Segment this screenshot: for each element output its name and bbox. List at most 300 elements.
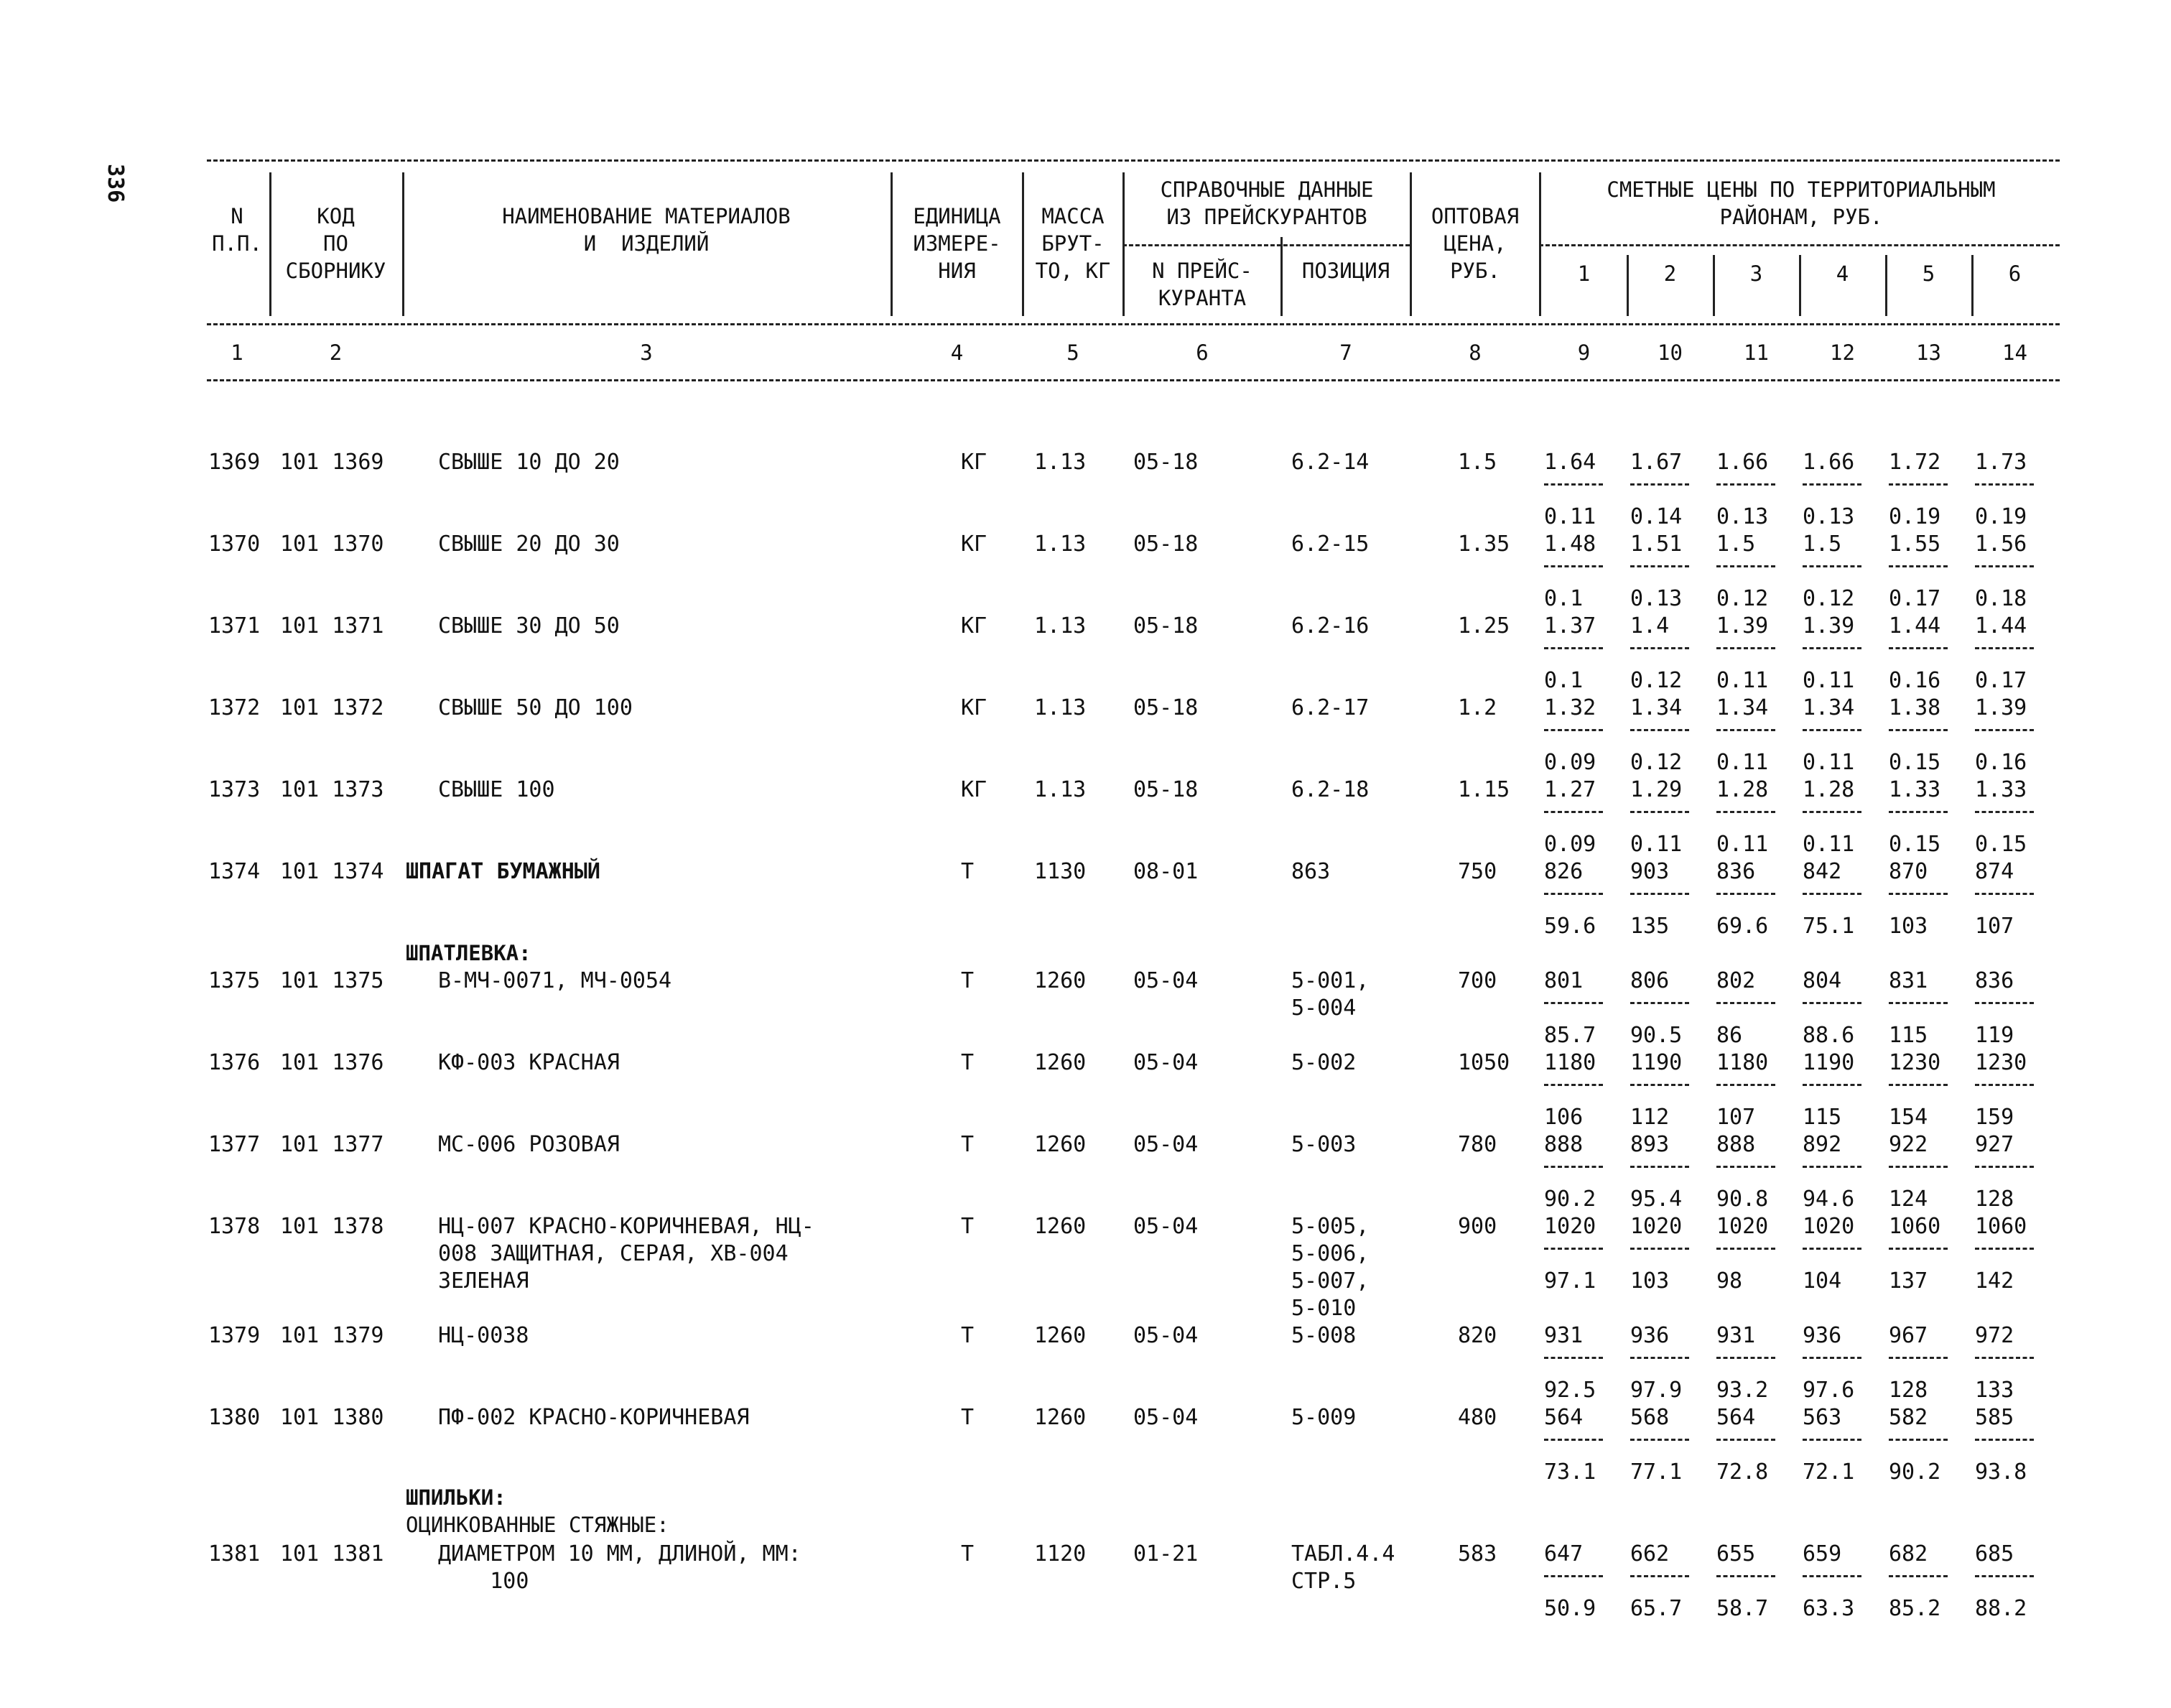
row-mass: 1260 <box>1034 1405 1087 1430</box>
transport-cost: 137 <box>1889 1268 1928 1294</box>
estimate-price: 1.38 <box>1889 695 1941 720</box>
row-code: 101 1379 <box>280 1323 384 1348</box>
fraction-bar <box>1544 1166 1603 1168</box>
transport-cost: 0.15 <box>1889 832 1941 857</box>
fraction-bar <box>1889 1439 1948 1441</box>
row-pricelist: 05-18 <box>1133 613 1199 639</box>
row-mass: 1260 <box>1034 1132 1087 1157</box>
row-number: 1374 <box>208 859 261 884</box>
estimate-price: 892 <box>1803 1132 1842 1157</box>
row-pricelist: 05-04 <box>1133 1405 1199 1430</box>
estimate-price: 662 <box>1630 1541 1670 1567</box>
row-pricelist: 05-18 <box>1133 532 1199 557</box>
row-mass: 1.13 <box>1034 532 1087 557</box>
estimate-price: 1.5 <box>1716 532 1756 557</box>
fraction-bar <box>1975 811 2034 813</box>
estimate-price: 1.34 <box>1803 695 1855 720</box>
subsection-heading-ocinkovannye: ОЦИНКОВАННЫЕ СТЯЖНЫЕ: <box>406 1513 669 1537</box>
page-number: 336 <box>103 164 128 203</box>
fraction-bar <box>1544 565 1603 567</box>
fraction-bar <box>1716 565 1775 567</box>
fraction-bar <box>1544 647 1603 649</box>
fraction-bar <box>1975 565 2034 567</box>
estimate-price: 1.39 <box>1716 613 1769 639</box>
transport-cost: 93.2 <box>1716 1378 1769 1403</box>
row-wholesale-price: 1.5 <box>1458 450 1497 475</box>
transport-cost: 0.1 <box>1544 586 1584 611</box>
estimate-price: 1020 <box>1630 1214 1683 1239</box>
header-separator <box>1022 172 1024 316</box>
row-unit: КГ <box>961 613 987 639</box>
estimate-price: 836 <box>1975 968 2014 993</box>
fraction-bar <box>1975 1166 2034 1168</box>
estimate-price: 1.73 <box>1975 450 2027 475</box>
estimate-price: 888 <box>1544 1132 1584 1157</box>
column-number: 14 <box>2002 340 2027 365</box>
row-code: 101 1378 <box>280 1214 384 1239</box>
fraction-bar <box>1889 893 1948 895</box>
header-col-4: ЕДИНИЦА ИЗМЕРЕ- НИЯ <box>913 204 1001 283</box>
estimate-price: 967 <box>1889 1323 1928 1348</box>
fraction-bar <box>1544 893 1603 895</box>
transport-cost: 97.1 <box>1544 1268 1596 1294</box>
estimate-price: 831 <box>1889 968 1928 993</box>
header-estimate-group: СМЕТНЫЕ ЦЕНЫ ПО ТЕРРИТОРИАЛЬНЫМ РАЙОНАМ, РУБ. <box>1607 177 1996 229</box>
transport-cost: 115 <box>1889 1023 1928 1048</box>
column-number: 2 <box>329 340 343 365</box>
fraction-bar <box>1803 811 1861 813</box>
transport-cost: 107 <box>1716 1105 1756 1130</box>
header-separator <box>891 172 893 316</box>
transport-cost: 72.1 <box>1803 1459 1855 1485</box>
estimate-price: 1.29 <box>1630 777 1683 802</box>
row-name: СВЫШЕ 20 ДО 30 <box>438 532 620 557</box>
header-separator <box>1410 172 1412 316</box>
transport-cost: 154 <box>1889 1105 1928 1130</box>
transport-cost: 90.2 <box>1889 1459 1941 1485</box>
estimate-price: 563 <box>1803 1405 1842 1430</box>
row-number: 1370 <box>208 532 261 557</box>
row-wholesale-price: 1.15 <box>1458 777 1510 802</box>
transport-cost: 92.5 <box>1544 1378 1596 1403</box>
transport-cost: 85.7 <box>1544 1023 1596 1048</box>
estimate-price: 1.67 <box>1630 450 1683 475</box>
estimate-price: 682 <box>1889 1541 1928 1567</box>
estimate-price: 1.5 <box>1803 532 1842 557</box>
transport-cost: 0.1 <box>1544 668 1584 693</box>
row-wholesale-price: 1.25 <box>1458 613 1510 639</box>
row-code: 101 1371 <box>280 613 384 639</box>
fraction-bar <box>1544 811 1603 813</box>
transport-cost: 63.3 <box>1803 1596 1855 1621</box>
estimate-price: 927 <box>1975 1132 2014 1157</box>
fraction-bar <box>1630 729 1689 731</box>
row-unit: КГ <box>961 695 987 720</box>
estimate-price: 922 <box>1889 1132 1928 1157</box>
row-wholesale-price: 480 <box>1458 1405 1497 1430</box>
transport-cost: 112 <box>1630 1105 1670 1130</box>
transport-cost: 65.7 <box>1630 1596 1683 1621</box>
fraction-bar <box>1803 1084 1861 1086</box>
section-heading-shpilki: ШПИЛЬКИ: <box>406 1485 506 1510</box>
header-col-3: НАИМЕНОВАНИЕ МАТЕРИАЛОВ И ИЗДЕЛИЙ <box>502 204 791 256</box>
row-name: ПФ-002 КРАСНО-КОРИЧНЕВАЯ <box>438 1405 750 1430</box>
row-mass: 1.13 <box>1034 777 1087 802</box>
transport-cost: 0.12 <box>1630 750 1683 775</box>
fraction-bar <box>1803 1002 1861 1004</box>
transport-cost: 93.8 <box>1975 1459 2027 1485</box>
row-wholesale-price: 1.2 <box>1458 695 1497 720</box>
estimate-price: 874 <box>1975 859 2014 884</box>
estimate-price: 1.51 <box>1630 532 1683 557</box>
row-unit: Т <box>961 1132 975 1157</box>
estimate-price: 1180 <box>1544 1050 1596 1075</box>
header-separator <box>269 172 271 316</box>
row-code: 101 1380 <box>280 1405 384 1430</box>
transport-cost: 0.16 <box>1975 750 2027 775</box>
row-position: 5-008 <box>1291 1323 1357 1348</box>
transport-cost: 90.2 <box>1544 1187 1596 1212</box>
row-code: 101 1372 <box>280 695 384 720</box>
fraction-bar <box>1630 565 1689 567</box>
estimate-price: 931 <box>1716 1323 1756 1348</box>
row-unit: Т <box>961 1541 975 1567</box>
transport-cost: 72.8 <box>1716 1459 1769 1485</box>
transport-cost: 0.14 <box>1630 504 1683 529</box>
header-region: 5 <box>1922 261 1935 286</box>
estimate-price: 1020 <box>1544 1214 1596 1239</box>
estimate-price: 1060 <box>1975 1214 2027 1239</box>
row-number: 1371 <box>208 613 261 639</box>
fraction-bar <box>1716 1002 1775 1004</box>
estimate-price: 1.55 <box>1889 532 1941 557</box>
row-code: 101 1369 <box>280 450 384 475</box>
row-wholesale-price: 700 <box>1458 968 1497 993</box>
transport-cost: 97.6 <box>1803 1378 1855 1403</box>
estimate-price: 1.66 <box>1716 450 1769 475</box>
header-region: 3 <box>1749 261 1763 286</box>
row-unit: КГ <box>961 450 987 475</box>
transport-cost: 106 <box>1544 1105 1584 1130</box>
row-wholesale-price: 1.35 <box>1458 532 1510 557</box>
estimate-price: 1.44 <box>1975 613 2027 639</box>
transport-cost: 0.17 <box>1889 586 1941 611</box>
row-code: 101 1373 <box>280 777 384 802</box>
transport-cost: 0.11 <box>1803 750 1855 775</box>
row-position: 5-001, 5-004 <box>1291 968 1370 1021</box>
fraction-bar <box>1544 1439 1603 1441</box>
estimate-price: 655 <box>1716 1541 1756 1567</box>
transport-cost: 75.1 <box>1803 914 1855 939</box>
row-wholesale-price: 820 <box>1458 1323 1497 1348</box>
transport-cost: 0.16 <box>1889 668 1941 693</box>
row-position: 6.2-15 <box>1291 532 1370 557</box>
column-number: 13 <box>1916 340 1941 365</box>
transport-cost: 98 <box>1716 1268 1743 1294</box>
header-col-5: МАССА БРУТ- ТО, КГ <box>1035 204 1111 283</box>
row-name: ШПАГАТ БУМАЖНЫЙ <box>406 859 600 884</box>
row-pricelist: 05-04 <box>1133 1214 1199 1239</box>
fraction-bar <box>1803 565 1861 567</box>
transport-cost: 0.19 <box>1975 504 2027 529</box>
fraction-bar <box>1803 483 1861 486</box>
row-pricelist: 08-01 <box>1133 859 1199 884</box>
fraction-bar <box>1803 893 1861 895</box>
transport-cost: 0.12 <box>1803 586 1855 611</box>
column-number: 9 <box>1577 340 1591 365</box>
transport-cost: 0.11 <box>1716 832 1769 857</box>
fraction-bar <box>1975 893 2034 895</box>
estimate-price: 1.66 <box>1803 450 1855 475</box>
fraction-bar <box>1889 729 1948 731</box>
estimate-price: 1.34 <box>1630 695 1683 720</box>
estimate-price: 564 <box>1544 1405 1584 1430</box>
estimate-price: 582 <box>1889 1405 1928 1430</box>
header-col-1: N П.П. <box>212 204 262 256</box>
fraction-bar <box>1889 811 1948 813</box>
fraction-bar <box>1889 565 1948 567</box>
transport-cost: 0.11 <box>1803 832 1855 857</box>
transport-cost: 142 <box>1975 1268 2014 1294</box>
estimate-price: 1.28 <box>1803 777 1855 802</box>
transport-cost: 124 <box>1889 1187 1928 1212</box>
row-number: 1380 <box>208 1405 261 1430</box>
fraction-bar <box>1889 1248 1948 1250</box>
row-code: 101 1377 <box>280 1132 384 1157</box>
estimate-price: 802 <box>1716 968 1756 993</box>
fraction-bar <box>1889 1575 1948 1577</box>
fraction-bar <box>1975 1575 2034 1577</box>
row-number: 1369 <box>208 450 261 475</box>
section-heading-shpatlevka: ШПАТЛЕВКА: <box>406 941 531 965</box>
estimate-price: 826 <box>1544 859 1584 884</box>
row-unit: Т <box>961 1323 975 1348</box>
estimate-price: 1020 <box>1716 1214 1769 1239</box>
row-number: 1377 <box>208 1132 261 1157</box>
transport-cost: 86 <box>1716 1023 1743 1048</box>
transport-cost: 0.15 <box>1889 750 1941 775</box>
row-code: 101 1381 <box>280 1541 384 1567</box>
row-name: СВЫШЕ 10 ДО 20 <box>438 450 620 475</box>
row-wholesale-price: 1050 <box>1458 1050 1510 1075</box>
estimate-price: 1.39 <box>1975 695 2027 720</box>
row-unit: КГ <box>961 532 987 557</box>
transport-cost: 73.1 <box>1544 1459 1596 1485</box>
estimate-price: 836 <box>1716 859 1756 884</box>
row-number: 1376 <box>208 1050 261 1075</box>
row-position: 5-002 <box>1291 1050 1357 1075</box>
row-code: 101 1376 <box>280 1050 384 1075</box>
fraction-bar <box>1889 483 1948 486</box>
transport-cost: 119 <box>1975 1023 2014 1048</box>
row-pricelist: 05-18 <box>1133 450 1199 475</box>
column-number: 7 <box>1339 340 1352 365</box>
fraction-bar <box>1716 647 1775 649</box>
header-region: 6 <box>2008 261 2022 286</box>
estimate-price: 659 <box>1803 1541 1842 1567</box>
transport-cost: 59.6 <box>1544 914 1596 939</box>
fraction-bar <box>1716 893 1775 895</box>
header-col-8: ОПТОВАЯ ЦЕНА, РУБ. <box>1431 204 1520 283</box>
row-mass: 1130 <box>1034 859 1087 884</box>
estimate-price: 801 <box>1544 968 1584 993</box>
estimate-price: 1.48 <box>1544 532 1596 557</box>
row-wholesale-price: 750 <box>1458 859 1497 884</box>
estimate-price: 1020 <box>1803 1214 1855 1239</box>
row-wholesale-price: 583 <box>1458 1541 1497 1567</box>
estimate-price: 564 <box>1716 1405 1756 1430</box>
transport-cost: 97.9 <box>1630 1378 1683 1403</box>
fraction-bar <box>1630 1357 1689 1359</box>
row-number: 1375 <box>208 968 261 993</box>
row-name: МС-006 РОЗОВАЯ <box>438 1132 620 1157</box>
row-name: НЦ-0038 <box>438 1323 529 1348</box>
row-mass: 1260 <box>1034 1214 1087 1239</box>
transport-cost: 0.12 <box>1630 668 1683 693</box>
transport-cost: 0.12 <box>1716 586 1769 611</box>
header-separator <box>1280 237 1283 316</box>
transport-cost: 0.13 <box>1803 504 1855 529</box>
fraction-bar <box>1803 647 1861 649</box>
fraction-bar <box>1630 647 1689 649</box>
row-position: 6.2-17 <box>1291 695 1370 720</box>
estimate-price: 1190 <box>1803 1050 1855 1075</box>
estimate-price: 585 <box>1975 1405 2014 1430</box>
estimate-price: 893 <box>1630 1132 1670 1157</box>
column-number: 1 <box>231 340 243 365</box>
row-code: 101 1370 <box>280 532 384 557</box>
header-separator <box>402 172 404 316</box>
row-name: НЦ-007 КРАСНО-КОРИЧНЕВАЯ, НЦ- 008 ЗАЩИТНАЯ, СЕРАЯ, ХВ-004 ЗЕЛЕНАЯ <box>438 1214 814 1294</box>
estimate-price: 1.64 <box>1544 450 1596 475</box>
transport-cost: 115 <box>1803 1105 1842 1130</box>
row-name: В-МЧ-0071, МЧ-0054 <box>438 968 672 993</box>
transport-cost: 0.11 <box>1544 504 1596 529</box>
row-position: 5-009 <box>1291 1405 1357 1430</box>
estimate-price: 1230 <box>1889 1050 1941 1075</box>
transport-cost: 159 <box>1975 1105 2014 1130</box>
estimate-price: 1060 <box>1889 1214 1941 1239</box>
transport-cost: 128 <box>1889 1378 1928 1403</box>
estimate-price: 972 <box>1975 1323 2014 1348</box>
estimate-price: 1.44 <box>1889 613 1941 639</box>
fraction-bar <box>1975 1002 2034 1004</box>
row-wholesale-price: 780 <box>1458 1132 1497 1157</box>
header-top-rule <box>207 159 2060 162</box>
row-position: 5-003 <box>1291 1132 1357 1157</box>
row-mass: 1120 <box>1034 1541 1087 1567</box>
row-position: 863 <box>1291 859 1331 884</box>
transport-cost: 0.13 <box>1630 586 1683 611</box>
row-unit: Т <box>961 1214 975 1239</box>
estimate-price: 870 <box>1889 859 1928 884</box>
transport-cost: 0.15 <box>1975 832 2027 857</box>
fraction-bar <box>1630 1002 1689 1004</box>
row-position: 6.2-18 <box>1291 777 1370 802</box>
transport-cost: 0.18 <box>1975 586 2027 611</box>
transport-cost: 0.11 <box>1716 750 1769 775</box>
fraction-bar <box>1975 729 2034 731</box>
transport-cost: 69.6 <box>1716 914 1769 939</box>
column-number: 4 <box>950 340 964 365</box>
fraction-bar <box>1975 1439 2034 1441</box>
row-pricelist: 05-04 <box>1133 1323 1199 1348</box>
fraction-bar <box>1889 1357 1948 1359</box>
estimate-price: 1.32 <box>1544 695 1596 720</box>
transport-cost: 88.6 <box>1803 1023 1855 1048</box>
transport-cost: 90.5 <box>1630 1023 1683 1048</box>
header-region: 2 <box>1663 261 1677 286</box>
transport-cost: 88.2 <box>1975 1596 2027 1621</box>
row-name: КФ-003 КРАСНАЯ <box>438 1050 620 1075</box>
row-mass: 1260 <box>1034 1050 1087 1075</box>
fraction-bar <box>1716 483 1775 486</box>
row-unit: Т <box>961 1405 975 1430</box>
row-code: 101 1375 <box>280 968 384 993</box>
fraction-bar <box>1544 1002 1603 1004</box>
header-col-7: ПОЗИЦИЯ <box>1301 259 1390 283</box>
fraction-bar <box>1716 811 1775 813</box>
column-number: 12 <box>1830 340 1855 365</box>
fraction-bar <box>1630 483 1689 486</box>
header-bottom-rule <box>207 379 2060 381</box>
fraction-bar <box>1630 893 1689 895</box>
header-col-6: N ПРЕЙС- КУРАНТА <box>1152 259 1252 310</box>
fraction-bar <box>1716 1248 1775 1250</box>
estimate-price: 1.56 <box>1975 532 2027 557</box>
row-unit: КГ <box>961 777 987 802</box>
row-code: 101 1374 <box>280 859 384 884</box>
column-number: 8 <box>1469 340 1482 365</box>
fraction-bar <box>1630 1439 1689 1441</box>
fraction-bar <box>1975 1357 2034 1359</box>
row-unit: Т <box>961 968 975 993</box>
estimate-price: 568 <box>1630 1405 1670 1430</box>
fraction-bar <box>1630 1166 1689 1168</box>
estimate-price: 1.33 <box>1889 777 1941 802</box>
fraction-bar <box>1716 1166 1775 1168</box>
fraction-bar <box>1716 1575 1775 1577</box>
fraction-bar <box>1975 1248 2034 1250</box>
fraction-bar <box>1975 1084 2034 1086</box>
estimate-price: 903 <box>1630 859 1670 884</box>
estimate-price: 936 <box>1803 1323 1842 1348</box>
header-reference-group: СПРАВОЧНЫЕ ДАННЫЕ ИЗ ПРЕЙСКУРАНТОВ <box>1160 177 1374 229</box>
row-mass: 1.13 <box>1034 450 1087 475</box>
row-unit: Т <box>961 1050 975 1075</box>
row-position: ТАБЛ.4.4 СТР.5 <box>1291 1541 1395 1594</box>
transport-cost: 103 <box>1889 914 1928 939</box>
fraction-bar <box>1803 1166 1861 1168</box>
fraction-bar <box>1975 483 2034 486</box>
transport-cost: 0.09 <box>1544 832 1596 857</box>
header-col-2: КОД ПО СБОРНИКУ <box>285 204 386 283</box>
row-pricelist: 05-04 <box>1133 968 1199 993</box>
header-number-rule <box>207 323 2060 325</box>
transport-cost: 104 <box>1803 1268 1842 1294</box>
row-number: 1378 <box>208 1214 261 1239</box>
fraction-bar <box>1889 647 1948 649</box>
transport-cost: 0.11 <box>1803 668 1855 693</box>
fraction-bar <box>1803 1248 1861 1250</box>
transport-cost: 90.8 <box>1716 1187 1769 1212</box>
header-subrule <box>1122 244 1410 246</box>
fraction-bar <box>1630 1575 1689 1577</box>
column-number: 10 <box>1658 340 1683 365</box>
column-number: 3 <box>640 340 653 365</box>
transport-cost: 95.4 <box>1630 1187 1683 1212</box>
header-subrule <box>1539 244 2060 246</box>
